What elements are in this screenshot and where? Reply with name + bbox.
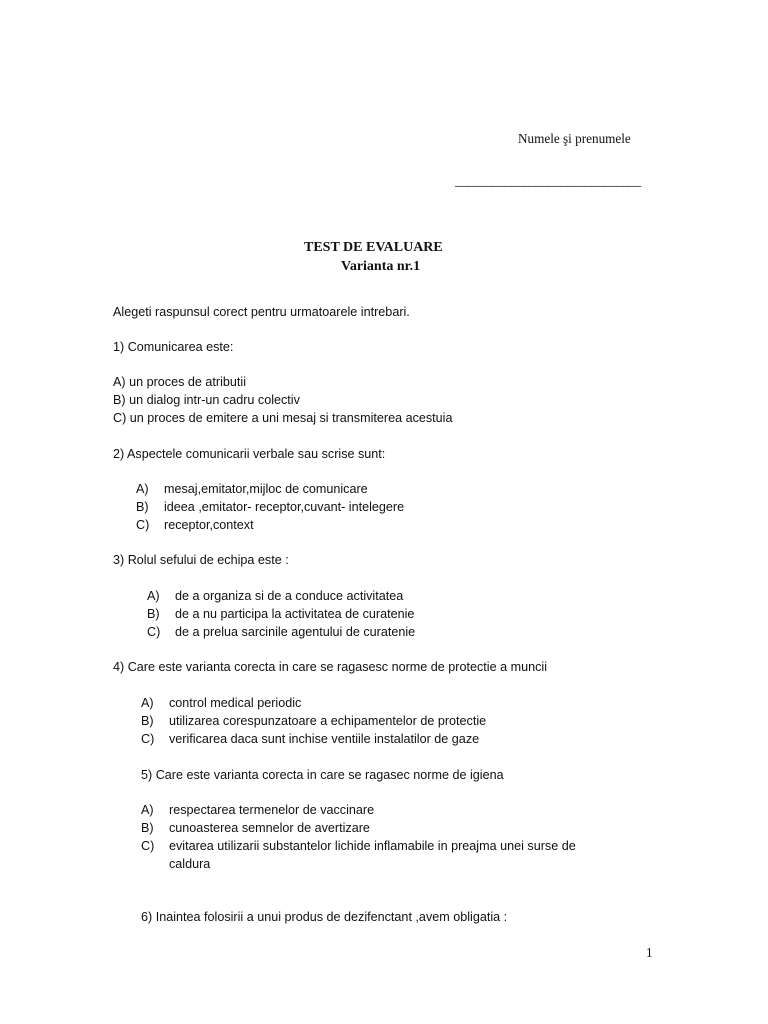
option-text: mesaj,emitator,mijloc de comunicare <box>164 482 368 496</box>
question-1: 1) Comunicarea este: <box>113 340 234 354</box>
question-5-option-c <box>141 838 576 855</box>
option-text: de a nu participa la activitatea de curatenie <box>175 607 415 621</box>
option-text: control medical periodic <box>169 696 302 710</box>
test-title: TEST DE EVALUARE <box>304 240 443 255</box>
option-letter: B) <box>136 500 149 514</box>
question-2-option-c <box>136 517 254 534</box>
option-letter: B) <box>141 714 154 728</box>
option-text: de a organiza si de a conduce activitatea <box>175 589 404 603</box>
name-label: Numele şi prenumele <box>518 131 631 146</box>
option-letter: C) <box>141 839 155 853</box>
question-1-option-b: B) un dialog intr-un cadru colectiv <box>113 393 300 407</box>
question-1-option-a: A) un proces de atributii <box>113 375 247 389</box>
option-letter: A) <box>141 803 154 817</box>
question-4-option-b <box>141 713 486 730</box>
option-text: cunoasterea semnelor de avertizare <box>169 821 370 835</box>
name-blank-line: ______________________________ <box>455 173 641 188</box>
option-letter: C) <box>141 732 155 746</box>
option-letter: A) <box>136 482 149 496</box>
question-1-option-c: C) un proces de emitere a uni mesaj si transmiterea acestuia <box>113 411 453 425</box>
instructions: Alegeti raspunsul corect pentru urmatoarele intrebari. <box>113 305 410 319</box>
option-text: respectarea termenelor de vaccinare <box>169 803 375 817</box>
question-3-option-b <box>147 606 414 623</box>
question-4: 4) Care este varianta corecta in care se ragasesc norme de protectie a muncii <box>113 660 547 674</box>
option-letter: B) <box>141 821 154 835</box>
question-2-option-b <box>136 499 404 516</box>
option-text: ideea ,emitator- receptor,cuvant- intelegere <box>164 500 405 514</box>
question-5: 5) Care este varianta corecta in care se ragasec norme de igiena <box>141 768 504 782</box>
page-number: 1 <box>646 945 653 960</box>
option-text: de a prelua sarcinile agentului de curatenie <box>175 625 416 639</box>
option-text: receptor,context <box>164 518 254 532</box>
question-5-option-c-continuation: caldura <box>169 857 211 871</box>
question-3: 3) Rolul sefului de echipa este : <box>113 553 289 567</box>
option-letter: B) <box>147 607 160 621</box>
question-6: 6) Inaintea folosirii a unui produs de dezifenctant ,avem obligatia : <box>141 910 508 924</box>
question-4-option-c <box>141 731 479 748</box>
option-letter: A) <box>141 696 154 710</box>
option-letter: A) <box>147 589 160 603</box>
question-5-option-b <box>141 820 370 837</box>
option-text: utilizarea corespunzatoare a echipamentelor de protectie <box>169 714 487 728</box>
question-2: 2) Aspectele comunicarii verbale sau scrise sunt: <box>113 447 386 461</box>
question-3-option-c <box>147 624 415 641</box>
question-4-option-a <box>141 695 301 712</box>
question-5-option-a <box>141 802 374 819</box>
option-letter: C) <box>136 518 150 532</box>
option-text: verificarea daca sunt inchise ventiile instalatilor de gaze <box>169 732 480 746</box>
option-letter: C) <box>147 625 161 639</box>
option-text: evitarea utilizarii substantelor lichide inflamabile in preajma unei surse de <box>169 839 576 853</box>
question-3-option-a <box>147 588 403 605</box>
question-2-option-a <box>136 481 368 498</box>
test-variant: Varianta nr.1 <box>341 259 421 274</box>
